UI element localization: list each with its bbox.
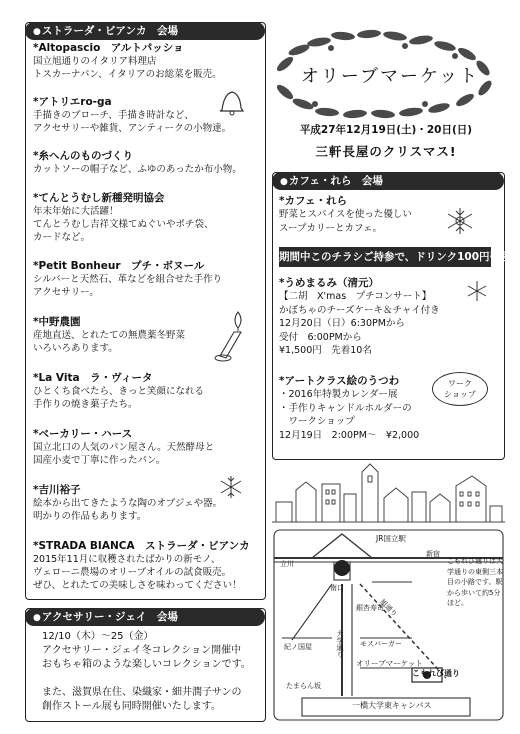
map-mosburger-label: モスバーガー <box>360 640 402 648</box>
accessory-date: 12/10（木）～25（金） <box>42 631 154 642</box>
bullet-icon: ● <box>33 613 41 623</box>
workshop-badge-text: ワーク ショップ <box>444 379 476 399</box>
map-tamaranzaka-label: たまらん坂 <box>286 682 321 690</box>
shop-art-class: *アートクラス絵のうつわ ・2016年特製カレンダー展 ・手作りキャンドルホルダーの ワークショップ 12月19日 2:00PM～ ¥2,000 <box>279 375 420 441</box>
shop-itohen: *糸へんのものづくり カットソーの帽子など、ふゆのあったか布小物。 <box>33 150 242 175</box>
shop-yoshikawa: *吉川裕子 絵本から出てきたような陶のオブジェや器。 明かりの作品もあります。 <box>33 484 223 522</box>
shop-bakery-hearth: *ベーカリー・ハース 国立北口の人気のパン屋さん。天然酵母と 国産小麦で丁寧に作ったパン。 <box>33 428 215 466</box>
event-subtitle: 三軒長屋のクリスマス! <box>315 144 457 159</box>
accessory-text: 創作ストール展も同時開催いたします。 <box>42 701 221 712</box>
map-tachikawa-label: 立川 <box>280 560 294 568</box>
map-asahi-street-label: 旭通り <box>378 597 399 619</box>
map-shinjuku-label: 新宿 <box>426 550 440 558</box>
shop-tentoumushi: *てんとうむし新種発明協会 年末年始に大活躍！ てんとうむし吉祥文様てぬぐいやポチ袋、 カードなど。 <box>33 192 214 243</box>
shop-petit-bonheur: *Petit Bonheur プチ・ボヌール シルバーと天然石、革などを組合せた手作り アクセサリー。 <box>33 260 223 298</box>
accessory-text: おもちゃ箱のような楽しいコレクションです。 <box>42 659 251 670</box>
shop-la-vita: *La Vita ラ・ヴィータ ひとくち食べたら、きっと笑顔になれる 手作りの焼き菓子たち。 <box>33 372 205 410</box>
market-title: オリーブマーケット <box>300 66 480 87</box>
accessory-text: また、滋賀県在住、染織家・細井潤子サンの <box>42 687 242 698</box>
map-komorebi-street-label: こもれび通り <box>412 669 460 678</box>
candle-icon <box>212 310 252 366</box>
shop-strada-bianca: *STRADA BIANCA ストラーダ・ビアンカ 2015年11月に収穫されたばかりの新モノ、 ヴェローニ農場のオリーブオイルの試食販売。 ぜひ、とれたての美味しさを味わってください！ <box>33 540 250 591</box>
title-wreath <box>265 24 505 124</box>
left-section-header: ●ストラーダ・ビアンカ 会場 <box>25 22 265 40</box>
shop-altopascio: *Altopascio アルトパッショ 国立旭通りのイタリア料理店 トスカーナパン、イタリアのお総菜を販売。 <box>33 42 222 80</box>
map-kinokuniya-label: 紀ノ国屋 <box>284 643 312 651</box>
cafe-section-header: ●カフェ・れら 会場 <box>272 172 504 190</box>
snowflake-icon <box>445 206 475 236</box>
map-ginnan-sushi-label: 銀杏寿司 <box>356 604 384 612</box>
event-date: 平成27年12月19日(土)・20日(日) <box>299 124 473 136</box>
map-daigaku-street-label: 大学通り <box>336 630 344 658</box>
workshop-badge <box>432 372 488 406</box>
accessory-section-header: ●アクセサリー・ジェイ 会場 <box>25 608 265 626</box>
accessory-text: アクセサリー・ジェイ冬コレクション開催中 <box>42 645 242 656</box>
map-south-exit-label: 南口 <box>330 584 344 592</box>
map-market-label: オリーブマーケット <box>356 659 423 668</box>
drink-discount-banner: 期間中このチラシご持参で、ドリンク100円引き <box>279 247 491 267</box>
bullet-icon: ● <box>33 27 41 37</box>
map-note: こもれび通りは大学通りの東側三本目の小路です。駅から歩いて約5分ほど。 <box>447 557 503 607</box>
bell-icon <box>216 88 246 116</box>
shop-atelier-roga: *アトリエro-ga 手描きのブローチ、手描き時計など、 アクセサリーや雑貨、アンティークの小物達。 <box>33 96 232 134</box>
bullet-icon: ● <box>280 177 288 187</box>
shop-nakano-farm: *中野農園 産地直送、とれたての無農薬冬野菜 いろいろあります。 <box>33 316 186 354</box>
town-illustration <box>272 462 505 526</box>
shop-cafe-rera: *カフェ・れら 野菜とスパイスを使った優しい スープカリーとカフェ。 <box>279 195 412 234</box>
map-station-label: JR国立駅 <box>376 534 406 543</box>
map-campus-label: 一橋大学東キャンパス <box>352 701 432 710</box>
shop-umemarumi: *うめまるみ（清元） 【二胡 X'mas プチコンサート】 かぼちゃのチーズケーキ＆チャイ付き 12月20日（日）6:30PMから 受付 6:00PMから ¥1,500円 先着10名 <box>279 277 440 356</box>
snowflake-icon <box>466 280 488 302</box>
snowflake-icon <box>218 474 244 500</box>
